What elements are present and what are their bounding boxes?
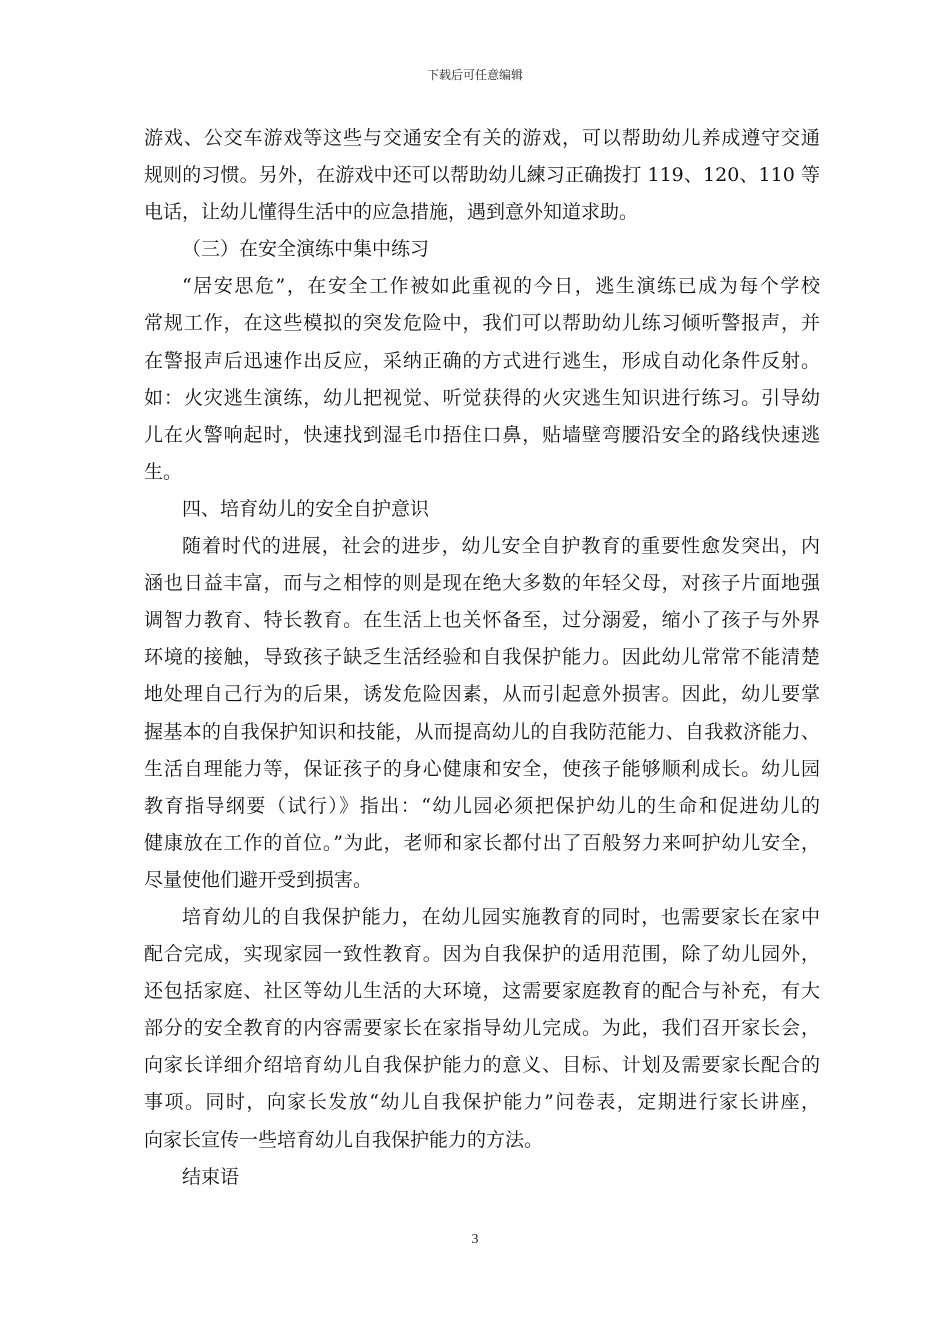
section-heading: 四、培育幼儿的安全自护意识 <box>182 497 430 520</box>
text-line: “居安思危”，在安全工作被如此重视的今日，逃生演练已成为每个学校 <box>182 275 820 298</box>
text-line: 还包括家庭、社区等幼儿生活的大环境，这需要家庭教育的配合与补充，有大 <box>144 980 820 1003</box>
text-line: 生。 <box>144 460 183 483</box>
text-line: 尽量使他们避开受到损害。 <box>144 868 373 891</box>
text-line: 生活自理能力等，保证孩子的身心健康和安全，使孩子能够顺利成长。幼儿园 <box>144 757 820 780</box>
text-line: 向家长详细介绍培育幼儿自我保护能力的意义、目标、计划及需要家长配合的 <box>144 1054 820 1077</box>
text-line: 游戏、公交车游戏等这些与交通安全有关的游戏，可以帮助幼儿养成遵守交通 <box>144 127 820 149</box>
page-number: 3 <box>471 1232 479 1247</box>
text-line: 常规工作，在这些模拟的突发危险中，我们可以帮助幼儿练习倾听警报声，并 <box>144 312 820 335</box>
text-line: 教育指导纲要（试行）》指出：“幼儿园必须把保护幼儿的生命和促进幼儿的 <box>144 794 820 817</box>
section-heading: 结束语 <box>182 1165 240 1188</box>
section-heading: （三）在安全演练中集中练习 <box>182 238 430 261</box>
text-line: 调智力教育、特长教育。在生活上也关怀备至，过分溺爱，缩小了孩子与外界 <box>144 609 820 632</box>
text-line: 向家长宣传一些培育幼儿自我保护能力的方法。 <box>144 1128 544 1151</box>
text-line: 培育幼儿的自我保护能力，在幼儿园实施教育的同时，也需要家长在家中 <box>182 905 820 928</box>
text-line: 环境的接触，导致孩子缺乏生活经验和自我保护能力。因此幼儿常常不能清楚 <box>144 646 820 669</box>
text-line: 涵也日益丰富，而与之相悖的则是现在绝大多数的年轻父母，对孩子片面地强 <box>144 572 820 595</box>
text-line: 握基本的自我保护知识和技能，从而提高幼儿的自我防范能力、自我救济能力、 <box>144 720 820 743</box>
text-line: 规则的习惯。另外，在游戏中还可以帮助幼儿練习正确拨打 119、120、110 等 <box>144 164 820 187</box>
page-header: 下载后可任意编辑 <box>426 68 523 82</box>
document-body <box>144 120 820 1196</box>
text-line: 地处理自己行为的后果，诱发危险因素，从而引起意外损害。因此，幼儿要掌 <box>144 683 820 706</box>
text-line: 部分的安全教育的内容需要家长在家指导幼儿完成。为此，我们召开家长会， <box>144 1017 820 1040</box>
text-line: 在警报声后迅速作出反应，采纳正确的方式进行逃生，形成自动化条件反射。 <box>144 349 820 372</box>
text-line: 电话，让幼儿懂得生活中的应急措施，遇到意外知道求助。 <box>144 201 639 224</box>
text-line: 健康放在工作的首位。”为此，老师和家长都付出了百般努力来呵护幼儿安全， <box>144 831 820 854</box>
text-line: 儿在火警响起时，快速找到湿毛巾捂住口鼻，贴墙壁弯腰沿安全的路线快速逃 <box>144 423 820 446</box>
text-line: 随着时代的进展，社会的进步，幼儿安全自护教育的重要性愈发突出，内 <box>182 535 820 558</box>
text-line: 配合完成，实现家园一致性教育。因为自我保护的适用范围，除了幼儿园外， <box>144 943 820 966</box>
text-line: 事项。同时，向家长发放“幼儿自我保护能力”问卷表，定期进行家长讲座， <box>144 1091 820 1114</box>
text-line: 如：火灾逃生演练，幼儿把视觉、听觉获得的火灾逃生知识进行练习。引导幼 <box>144 386 820 409</box>
